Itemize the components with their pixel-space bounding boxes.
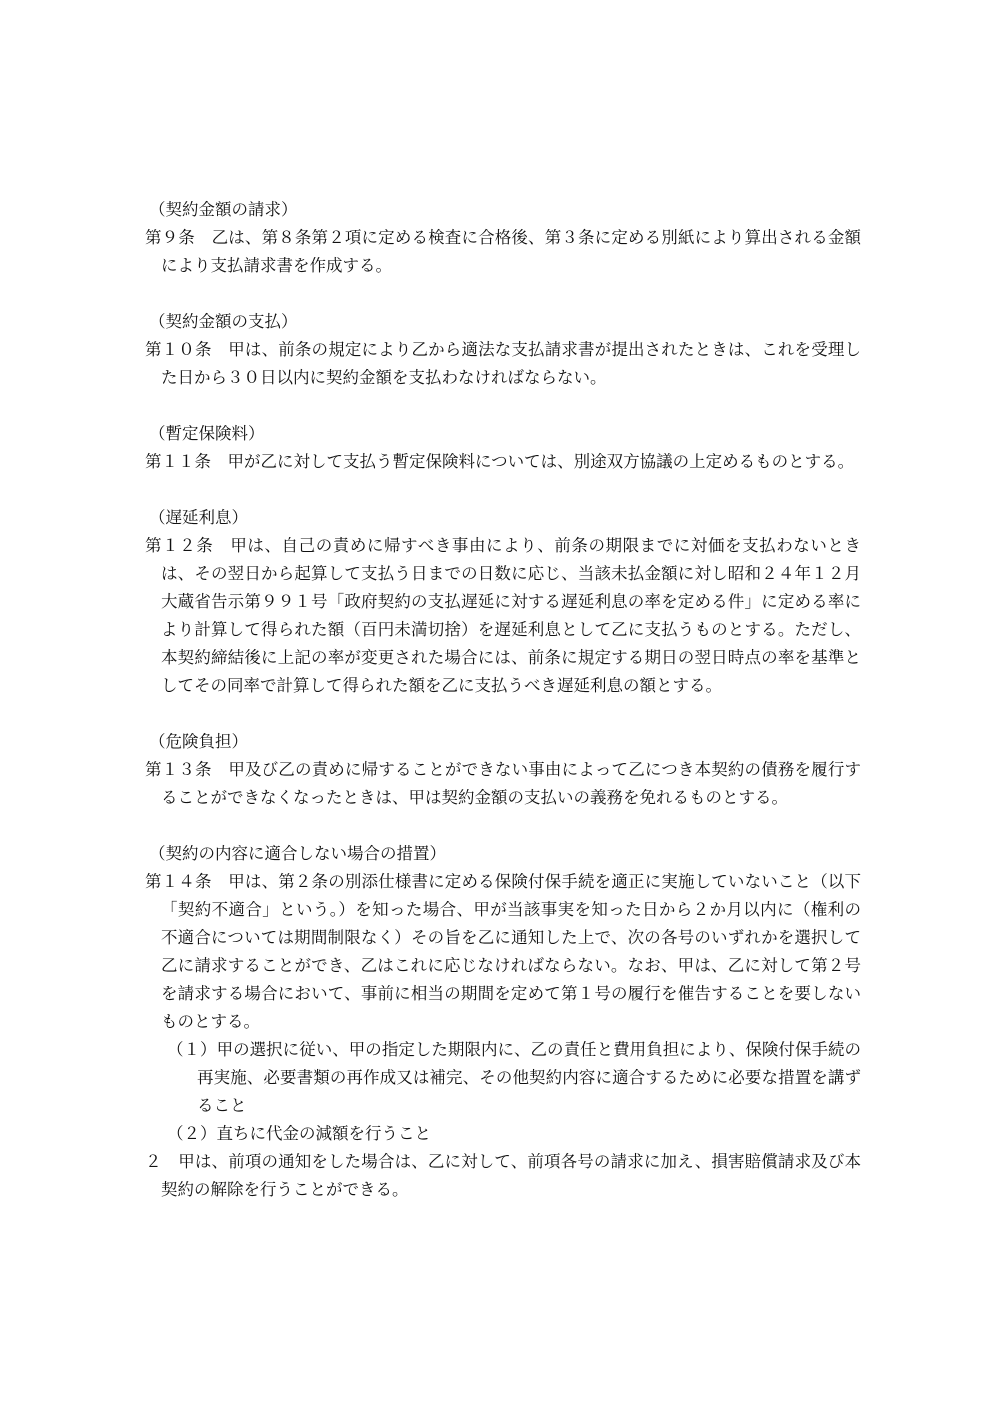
article-body: 第１４条 甲は、第２条の別添仕様書に定める保険付保手続を適正に実施していないこと（以下「契約不適合」という。）を知った場合、甲が当該事実を知った日から２か月以内に（権利の不適合については期間制限なく）その旨を乙に通知した上で、次の各号のいずれかを選択して乙に請求することができ、乙はこれに応じなければならない。なお、甲は、乙に対して第２号を請求する場合において、事前に相当の期間を定めて第１号の履行を催告することを要しないものとする。 xyxy=(145,872,861,1031)
article-body: 第１１条 甲が乙に対して支払う暫定保険料については、別途双方協議の上定めるものとする。 xyxy=(145,452,855,471)
article-heading: （遅延利息） xyxy=(149,508,248,527)
article-heading: （暫定保険料） xyxy=(149,424,265,443)
article-heading: （契約の内容に適合しない場合の措置） xyxy=(149,844,446,863)
article-body: 第９条 乙は、第８条第２項に定める検査に合格後、第３条に定める別紙により算出される金額により支払請求書を作成する。 xyxy=(145,228,861,275)
article-10 xyxy=(145,308,861,392)
article-14 xyxy=(145,840,861,1204)
article-9 xyxy=(145,196,861,280)
article-heading: （契約金額の支払） xyxy=(149,312,298,331)
article-heading: （契約金額の請求） xyxy=(149,200,298,219)
article-item-2: （２）直ちに代金の減額を行うこと xyxy=(167,1124,431,1143)
article-body: 第１２条 甲は、自己の責めに帰すべき事由により、前条の期限までに対価を支払わないときは、その翌日から起算して支払う日までの日数に応じ、当該未払金額に対し昭和２４年１２月大蔵省告示第９９１号「政府契約の支払遅延に対する遅延利息の率を定める件」に定める率により計算して得られた額（百円未満切捨）を遅延利息として乙に支払うものとする。ただし、本契約締結後に上記の率が変更された場合には、前条に規定する期日の翌日時点の率を基準としてその同率で計算して得られた額を乙に支払うべき遅延利息の額とする。 xyxy=(145,536,861,695)
article-12 xyxy=(145,504,861,700)
contract-page xyxy=(145,196,861,1204)
article-11 xyxy=(145,420,861,476)
article-body: 第１３条 甲及び乙の責めに帰することができない事由によって乙につき本契約の債務を履行することができなくなったときは、甲は契約金額の支払いの義務を免れるものとする。 xyxy=(145,760,861,807)
article-item-1: （１）甲の選択に従い、甲の指定した期限内に、乙の責任と費用負担により、保険付保手続の再実施、必要書類の再作成又は補完、その他契約内容に適合するために必要な措置を講ずること xyxy=(167,1040,861,1115)
article-paragraph-2: ２ 甲は、前項の通知をした場合は、乙に対して、前項各号の請求に加え、損害賠償請求及び本契約の解除を行うことができる。 xyxy=(145,1152,861,1199)
article-13 xyxy=(145,728,861,812)
article-heading: （危険負担） xyxy=(149,732,248,751)
article-body: 第１０条 甲は、前条の規定により乙から適法な支払請求書が提出されたときは、これを受理した日から３０日以内に契約金額を支払わなければならない。 xyxy=(145,340,861,387)
